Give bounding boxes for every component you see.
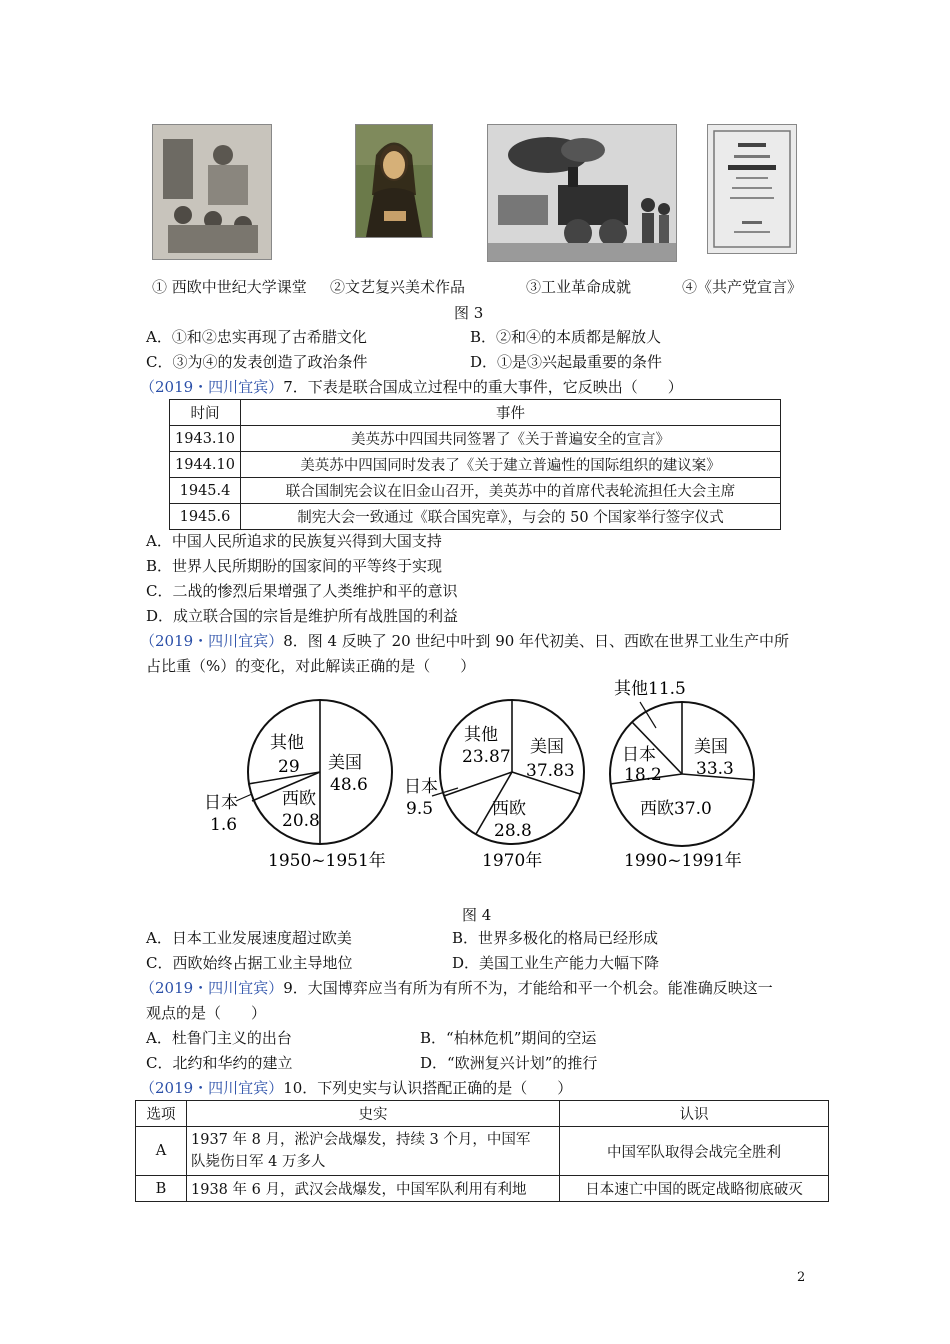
medieval-classroom-picture xyxy=(152,124,272,260)
q9-option-b: B．“柏林危机”期间的空运 xyxy=(420,1029,597,1047)
table-row xyxy=(170,452,781,478)
pie-1990-label-japan: 日本 xyxy=(622,745,656,765)
pie-1970-value-eu: 28.8 xyxy=(494,821,532,841)
industrial-revolution-picture xyxy=(487,124,677,262)
q7-event: 联合国制宪会议在旧金山召开，美英苏中的首席代表轮流担任大会主席 xyxy=(241,478,781,504)
q10-header-view: 认识 xyxy=(560,1101,829,1127)
pie-1990-label-eu: 西欧37.0 xyxy=(640,799,712,819)
q7-event: 美英苏中四国共同签署了《关于普遍安全的宣言》 xyxy=(241,426,781,452)
q6-option-a: A．①和②忠实再现了古希腊文化 xyxy=(146,328,367,346)
q7-table-header xyxy=(170,400,781,426)
q9-option-d: D．“欧洲复兴计划”的推行 xyxy=(420,1054,598,1072)
pie-1970-label-us: 美国 xyxy=(530,737,564,757)
fig3-caption-3: ③工业革命成就 xyxy=(526,278,632,296)
pie-1950-value-eu: 20.8 xyxy=(282,811,320,831)
pie-1970-value-japan: 9.5 xyxy=(406,799,434,819)
manifesto-cover-illustration xyxy=(708,125,796,253)
pie-1950-value-japan: 1.6 xyxy=(210,815,238,835)
q10-view-a: 中国军队取得会战完全胜利 xyxy=(560,1127,829,1176)
q7-option-b: B．世界人民所期盼的国家间的平等终于实现 xyxy=(146,557,443,575)
medieval-classroom-illustration xyxy=(153,125,271,259)
pie-1950-value-other: 29 xyxy=(278,757,300,777)
q7-header-event: 事件 xyxy=(241,400,781,426)
pie-1950-label-us: 美国 xyxy=(328,753,362,773)
pie-1990-title: 1990~1991年 xyxy=(624,851,742,871)
pie-chart-1990 xyxy=(610,678,754,871)
q7-stem xyxy=(140,377,683,397)
q10-fact-a-line-1: 1937 年 8 月，淞沪会战爆发，持续 3 个月，中国军 xyxy=(191,1132,531,1148)
pie-1990-value-japan: 18.2 xyxy=(624,765,662,785)
communist-manifesto-picture xyxy=(707,124,797,254)
page-number: 2 xyxy=(797,1270,806,1285)
table-row xyxy=(170,426,781,452)
pie-1970-value-other: 23.87 xyxy=(462,747,511,767)
q7-stem-text: 7．下表是联合国成立过程中的重大事件，它反映出（ ） xyxy=(283,378,683,396)
pie-1990-label-us: 美国 xyxy=(694,737,728,757)
q10-stem xyxy=(140,1078,572,1098)
q7-option-c: C．二战的惨烈后果增强了人类维护和平的意识 xyxy=(146,582,458,600)
mona-lisa-illustration xyxy=(356,125,432,237)
pie-1970-label-eu: 西欧 xyxy=(492,799,526,819)
pie-1990-value-us: 33.3 xyxy=(696,759,734,779)
table-row xyxy=(170,504,781,530)
q7-table xyxy=(169,399,781,530)
q7-time: 1945.4 xyxy=(170,478,241,504)
q8-pie-charts xyxy=(200,676,760,876)
pie-1950-label-other: 其他 xyxy=(270,733,304,753)
fig4-label: 图 4 xyxy=(462,906,492,924)
pie-1990-label-other: 其他11.5 xyxy=(614,679,686,699)
pie-1970-value-us: 37.83 xyxy=(526,761,575,781)
pie-1970-label-japan: 日本 xyxy=(404,777,438,797)
q10-fact-b: 1938 年 6 月，武汉会战爆发，中国军队利用有利地 xyxy=(187,1176,560,1202)
q9-source: （2019・四川宜宾） xyxy=(140,979,284,997)
q8-stem-1 xyxy=(140,631,789,651)
q10-table xyxy=(135,1100,829,1202)
pie-1950-label-eu: 西欧 xyxy=(282,789,316,809)
pie-chart-1950 xyxy=(204,700,392,871)
fig3-caption-1: ① 西欧中世纪大学课堂 xyxy=(152,278,307,296)
q10-fact-a xyxy=(187,1127,560,1176)
table-row xyxy=(136,1176,829,1202)
pie-1950-japan-pointer xyxy=(236,794,252,801)
q10-header-fact: 史实 xyxy=(187,1101,560,1127)
table-row xyxy=(136,1127,829,1176)
q8-stem-2: 占比重（%）的变化，对此解读正确的是（ ） xyxy=(146,657,476,675)
fig3-caption-2: ②文艺复兴美术作品 xyxy=(330,278,466,296)
q8-option-a: A．日本工业发展速度超过欧美 xyxy=(146,929,352,947)
q7-option-d: D．成立联合国的宗旨是维护所有战胜国的利益 xyxy=(146,607,459,625)
q7-source: （2019・四川宜宾） xyxy=(140,378,284,396)
q8-option-c: C．西欧始终占据工业主导地位 xyxy=(146,954,353,972)
q10-source: （2019・四川宜宾） xyxy=(140,1079,284,1097)
pie-1950-value-us: 48.6 xyxy=(330,775,368,795)
q6-option-d: D．①是③兴起最重要的条件 xyxy=(470,353,663,371)
pie-1970-label-other: 其他 xyxy=(464,725,498,745)
q6-option-c: C．③为④的发表创造了政治条件 xyxy=(146,353,368,371)
q9-stem-2: 观点的是（ ） xyxy=(146,1004,267,1022)
q7-event: 制宪大会一致通过《联合国宪章》，与会的 50 个国家举行签字仪式 xyxy=(241,504,781,530)
mona-lisa-picture xyxy=(355,124,433,238)
table-row xyxy=(170,478,781,504)
q7-header-time: 时间 xyxy=(170,400,241,426)
q9-stem-text: 9．大国博弈应当有所为有所不为，才能给和平一个机会。能准确反映这一 xyxy=(283,979,773,997)
q7-event: 美英苏中四国同时发表了《关于建立普遍性的国际组织的建议案》 xyxy=(241,452,781,478)
fig3-caption-4: ④《共产党宣言》 xyxy=(682,278,803,296)
q10-option-a: A xyxy=(136,1127,187,1176)
pie-1950-title: 1950~1951年 xyxy=(268,851,386,871)
q9-option-c: C．北约和华约的建立 xyxy=(146,1054,293,1072)
q6-option-b: B．②和④的本质都是解放人 xyxy=(470,328,662,346)
q7-time: 1945.6 xyxy=(170,504,241,530)
q9-stem-1 xyxy=(140,978,773,998)
q10-table-header xyxy=(136,1101,829,1127)
q10-option-b: B xyxy=(136,1176,187,1202)
q7-time: 1943.10 xyxy=(170,426,241,452)
q10-view-b: 日本速亡中国的既定战略彻底破灭 xyxy=(560,1176,829,1202)
q10-fact-a-line-2: 队毙伤日军 4 万多人 xyxy=(191,1154,326,1170)
q10-header-option: 选项 xyxy=(136,1101,187,1127)
q7-option-a: A．中国人民所追求的民族复兴得到大国支持 xyxy=(146,532,442,550)
q8-source: （2019・四川宜宾） xyxy=(140,632,284,650)
q10-stem-text: 10．下列史实与认识搭配正确的是（ ） xyxy=(283,1079,573,1097)
pie-1950-label-japan: 日本 xyxy=(204,793,238,813)
q9-option-a: A．杜鲁门主义的出台 xyxy=(146,1029,292,1047)
pie-1970-divider-other xyxy=(444,772,512,796)
pie-chart-1970 xyxy=(404,700,584,871)
q8-stem-text: 8．图 4 反映了 20 世纪中叶到 90 年代初美、日、西欧在世界工业生产中所 xyxy=(283,632,790,650)
q7-time: 1944.10 xyxy=(170,452,241,478)
q8-option-b: B．世界多极化的格局已经形成 xyxy=(452,929,659,947)
pie-1970-title: 1970年 xyxy=(482,851,543,871)
locomotive-illustration xyxy=(488,125,676,261)
fig3-label: 图 3 xyxy=(454,304,484,322)
q8-option-d: D．美国工业生产能力大幅下降 xyxy=(452,954,660,972)
